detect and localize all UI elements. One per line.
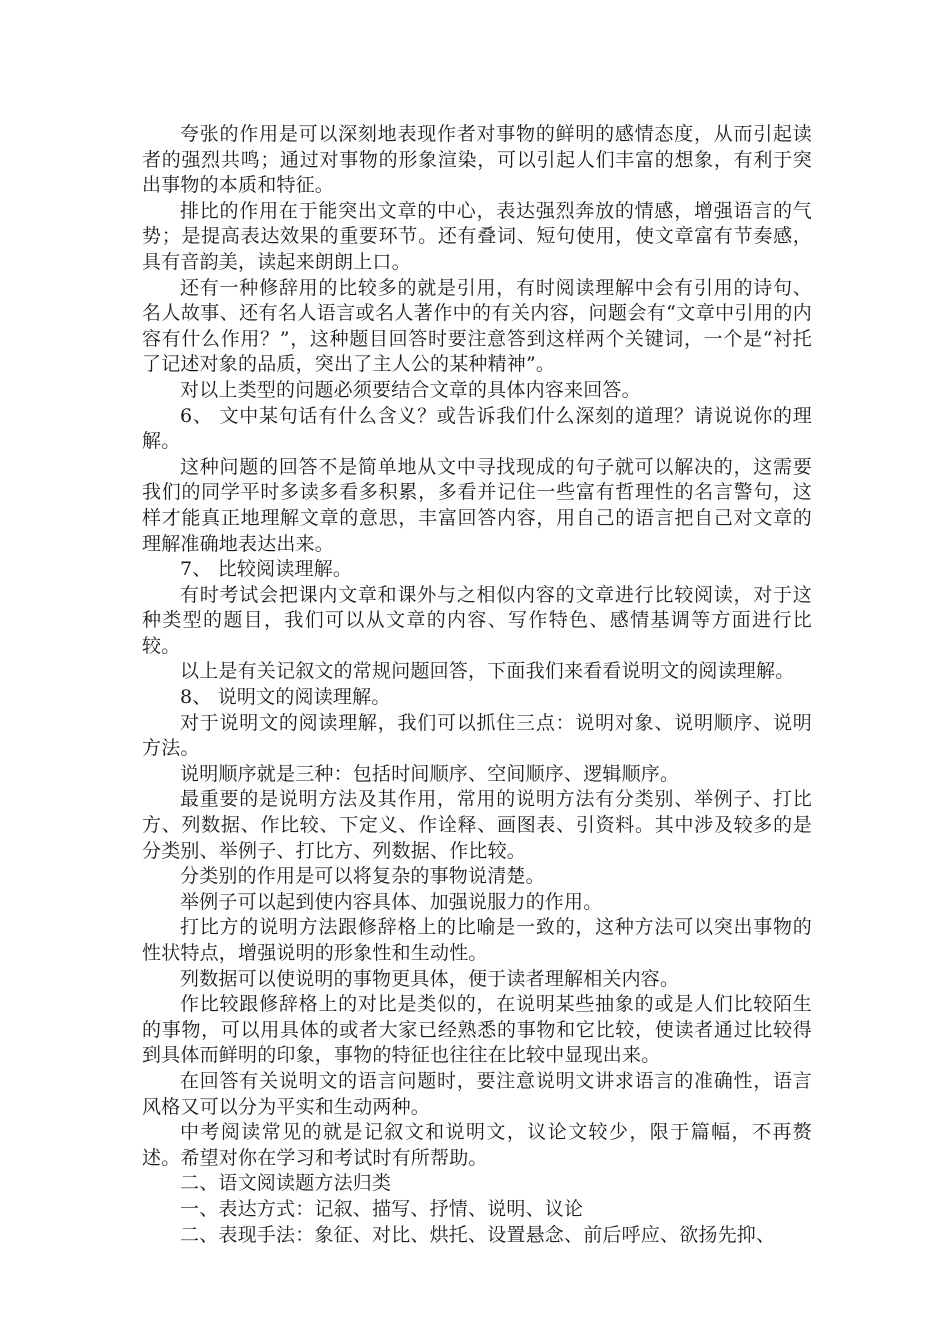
document-body: [142, 122, 812, 1248]
list-item-expression-modes: 一、表达方式：记叙、描写、抒情、说明、议论: [180, 1197, 584, 1220]
paragraph-item-8-heading: 8、 说明文的阅读理解。: [180, 686, 391, 709]
paragraph-explanation-methods: 最重要的是说明方法及其作用，常用的说明方法有分类别、举例子、打比方、列数据、作比较、下定义、作诠释、画图表、引资料。其中涉及较多的是分类别、举例子、打比方、列数据、作比较。: [142, 788, 812, 862]
paragraph-item-6-body: 这种问题的回答不是简单地从文中寻找现成的句子就可以解决的，这需要我们的同学平时多读多看多积累，多看并记住一些富有哲理性的名言警句，这样才能真正地理解文章的意思，丰富回答内容，用自己的语言把自己对文章的理解准确地表达出来。: [142, 455, 812, 555]
paragraph-item-6-heading: 6、 文中某句话有什么含义？或告诉我们什么深刻的道理？请说说你的理解。: [142, 404, 812, 453]
paragraph-examples: 举例子可以起到使内容具体、加强说服力的作用。: [180, 890, 603, 913]
paragraph-hyperbole-effect: 夸张的作用是可以深刻地表现作者对事物的鲜明的感情态度，从而引起读者的强烈共鸣；通过对事物的形象渲染，可以引起人们丰富的想象，有利于突出事物的本质和特征。: [142, 123, 812, 197]
paragraph-transition: 以上是有关记叙文的常规问题回答，下面我们来看看说明文的阅读理解。: [180, 660, 795, 683]
paragraph-conclusion: 中考阅读常见的就是记叙文和说明文，议论文较少，限于篇幅，不再赘述。希望对你在学习和考试时有所帮助。: [142, 1121, 812, 1169]
section-heading-methods: 二、语文阅读题方法归类: [180, 1172, 392, 1195]
paragraph-answer-with-context: 对以上类型的问题必须要结合文章的具体内容来回答。: [180, 378, 641, 401]
paragraph-item-7-heading: 7、 比较阅读理解。: [180, 558, 353, 581]
paragraph-expository-three-points: 对于说明文的阅读理解，我们可以抓住三点：说明对象、说明顺序、说明方法。: [142, 711, 812, 760]
list-item-expression-techniques: 二、表现手法：象征、对比、烘托、设置悬念、前后呼应、欲扬先抑、: [180, 1223, 776, 1246]
paragraph-parallelism-effect: 排比的作用在于能突出文章的中心，表达强烈奔放的情感，增强语言的气势；是提高表达效果的重要环节。还有叠词、短句使用，使文章富有节奏感，具有音韵美，读起来朗朗上口。: [142, 199, 812, 273]
paragraph-data-listing: 列数据可以使说明的事物更具体，便于读者理解相关内容。: [180, 967, 680, 990]
paragraph-classification: 分类别的作用是可以将复杂的事物说清楚。: [180, 865, 545, 888]
paragraph-language-questions: 在回答有关说明文的语言问题时，要注意说明文讲求语言的准确性，语言风格又可以分为平实和生动两种。: [142, 1069, 812, 1118]
paragraph-explanation-order: 说明顺序就是三种：包括时间顺序、空间顺序、逻辑顺序。: [180, 762, 680, 785]
paragraph-item-7-body: 有时考试会把课内文章和课外与之相似内容的文章进行比较阅读，对于这种类型的题目，我们可以从文章的内容、写作特色、感情基调等方面进行比较。: [142, 583, 812, 657]
paragraph-analogy: 打比方的说明方法跟修辞格上的比喻是一致的，这种方法可以突出事物的性状特点，增强说明的形象性和生动性。: [142, 916, 812, 964]
paragraph-comparison: 作比较跟修辞格上的对比是类似的，在说明某些抽象的或是人们比较陌生的事物，可以用具体的或者大家已经熟悉的事物和它比较，使读者通过比较得到具体而鲜明的印象，事物的特征也往往在比较中显现出来。: [142, 993, 812, 1067]
paragraph-quotation-effect: 还有一种修辞用的比较多的就是引用，有时阅读理解中会有引用的诗句、名人故事、还有名人语言或名人著作中的有关内容，问题会有“文章中引用的内容有什么作用？”，这种题目回答时要注意答到这样两个关键词，一个是“衬托了记述对象的品质，突出了主人公的某种精神”。: [142, 276, 812, 376]
